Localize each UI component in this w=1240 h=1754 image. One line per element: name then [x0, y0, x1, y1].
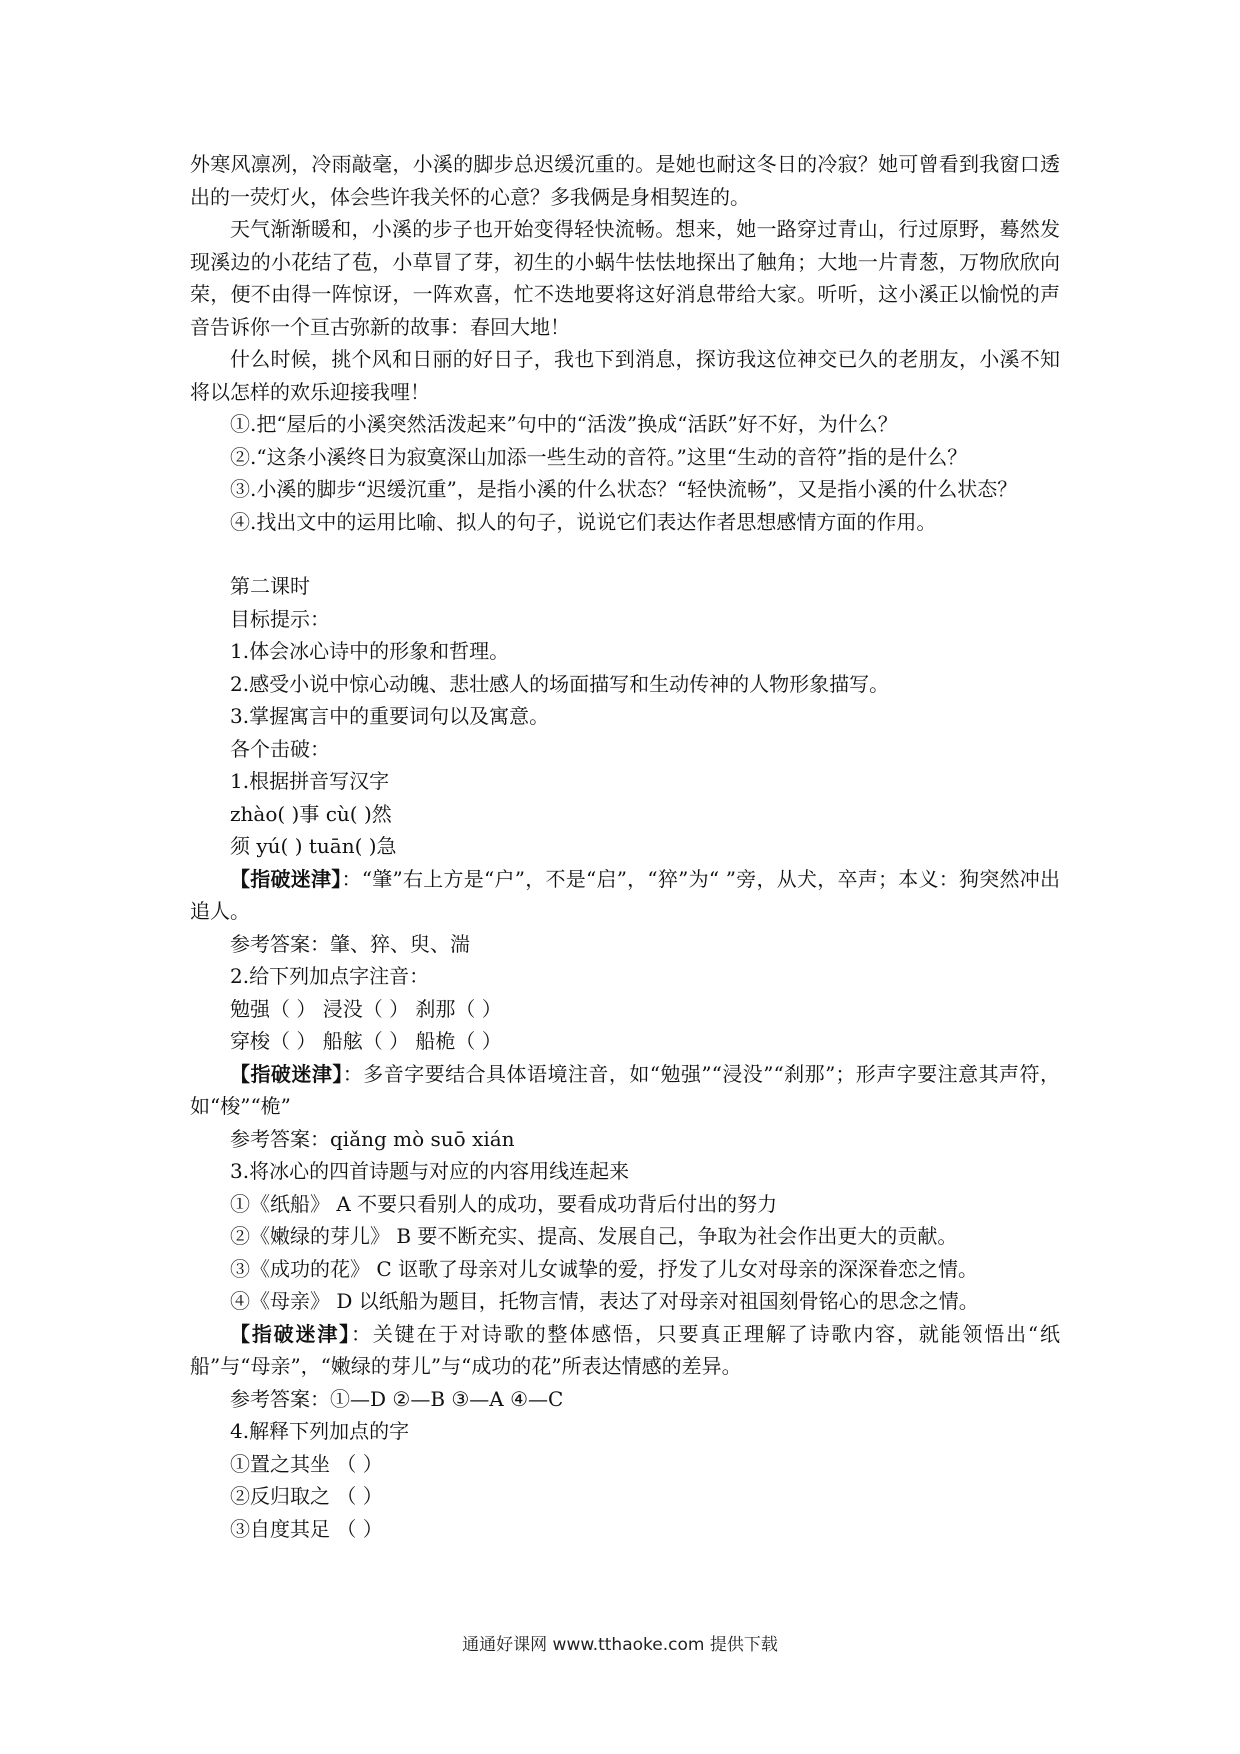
pinyin-line: 须 yú( ) tuān( )急: [230, 834, 397, 858]
goal-item: 3.掌握寓言中的重要词句以及寓意。: [230, 704, 550, 728]
explain-item: ①置之其坐 （ ）: [230, 1451, 383, 1476]
passage-paragraph: 什么时候，挑个风和日丽的好日子，我也下到消息，探访我这位神交已久的老朋友，小溪不知将以怎样的欢乐迎接我哩！: [190, 347, 1060, 404]
passage-continuation: 外寒风凛冽，冷雨敲毫，小溪的脚步总迟缓沉重的。是她也耐这冬日的冷寂？她可曾看到我窗口透出的一荧灯火，体会些许我关怀的心意？多我俩是身相契连的。: [190, 152, 1060, 209]
tip-text: ：“肇”右上方是“户”，不是“启”，“猝”为“ ”旁，从犬，卒声；本义：狗突然冲出追人。: [190, 866, 1061, 923]
answer-line: 参考答案：qiǎng mò suō xián: [230, 1126, 515, 1151]
phonetic-line: 穿梭（ ） 船舷（ ） 船桅（ ）: [230, 1029, 502, 1053]
passage-paragraph: 天气渐渐暖和，小溪的步子也开始变得轻快流畅。想来，她一路穿过青山，行过原野，蓦然发现溪边的小花结了苞，小草冒了芽，初生的小蜗牛怯怯地探出了触角；大地一片青葱，万物欣欣向荣，便不由得一阵惊讶，一阵欢喜，忙不迭地要将这好消息带给大家。听听，这小溪正以愉悦的声音告诉你一个亘古弥新的故事：春回大地！: [190, 217, 1060, 339]
page-footer: 通通好课网 www.tthaoke.com 提供下载: [462, 1635, 778, 1655]
tip-text: ：关键在于对诗歌的整体感悟，只要真正理解了诗歌内容，就能领悟出“纸船”与“母亲”，“嫩绿的芽儿”与“成功的花”所表达情感的差异。: [190, 1321, 1060, 1378]
question-title: 3.将冰心的四首诗题与对应的内容用线连起来: [230, 1159, 630, 1183]
tip-label: 【指破迷津】: [230, 1061, 343, 1086]
explain-item: ③自度其足 （ ）: [230, 1516, 383, 1541]
pinyin-line: zhào( )事 cù( )然: [230, 801, 392, 826]
passage-question: ③.小溪的脚步“迟缓沉重”，是指小溪的什么状态？“轻快流畅”，又是指小溪的什么状态？: [230, 477, 1018, 501]
match-item: ②《嫩绿的芽儿》 B 要不断充实、提高、发展自己，争取为社会作出更大的贡献。: [230, 1224, 958, 1248]
phonetic-line: 勉强（ ） 浸没（ ） 刹那（ ）: [230, 996, 502, 1021]
answer-line: 参考答案：①—D ②—B ③—A ④—C: [230, 1386, 564, 1411]
match-item: ①《纸船》 A 不要只看别人的成功，要看成功背后付出的努力: [230, 1191, 778, 1216]
tip-text: ：多音字要结合具体语境注音，如“勉强”“浸没”“刹那”；形声字要注意其声符，如“梭”“桅”: [190, 1061, 1060, 1118]
goals-label: 目标提示：: [230, 606, 330, 631]
question-title: 4.解释下列加点的字: [230, 1419, 410, 1443]
match-item: ③《成功的花》 C 讴歌了母亲对儿女诚挚的爱，抒发了儿女对母亲的深深眷恋之情。: [230, 1256, 979, 1281]
goal-item: 2.感受小说中惊心动魄、悲壮感人的场面描写和生动传神的人物形象描写。: [230, 671, 890, 696]
tip-label: 【指破迷津】: [230, 1321, 352, 1346]
answer-line: 参考答案：肇、猝、臾、湍: [230, 931, 470, 956]
tip-paragraph: [190, 1318, 1060, 1383]
document-body: [190, 148, 1060, 1545]
tip-paragraph: [190, 863, 1060, 928]
passage-question: ②.“这条小溪终日为寂寞深山加添一些生动的音符。”这里“生动的音符”指的是什么？: [230, 444, 968, 469]
goal-item: 1.体会冰心诗中的形象和哲理。: [230, 639, 510, 663]
passage-question: ①.把“屋后的小溪突然活泼起来”句中的“活泼”换成“活跃”好不好，为什么？: [230, 412, 898, 436]
spacer: [190, 538, 1060, 570]
tip-paragraph: [190, 1058, 1060, 1123]
breakthrough-label: 各个击破：: [230, 736, 330, 761]
tip-label: 【指破迷津】: [230, 866, 342, 891]
passage-question: ④.找出文中的运用比喻、拟人的句子，说说它们表达作者思想感情方面的作用。: [230, 509, 937, 534]
match-item: ④《母亲》 D 以纸船为题目，托物言情，表达了对母亲对祖国刻骨铭心的思念之情。: [230, 1289, 979, 1313]
question-title: 2.给下列加点字注音：: [230, 964, 430, 988]
lesson-title: 第二课时: [230, 574, 310, 598]
explain-item: ②反归取之 （ ）: [230, 1484, 383, 1508]
question-title: 1.根据拼音写汉字: [230, 769, 390, 793]
